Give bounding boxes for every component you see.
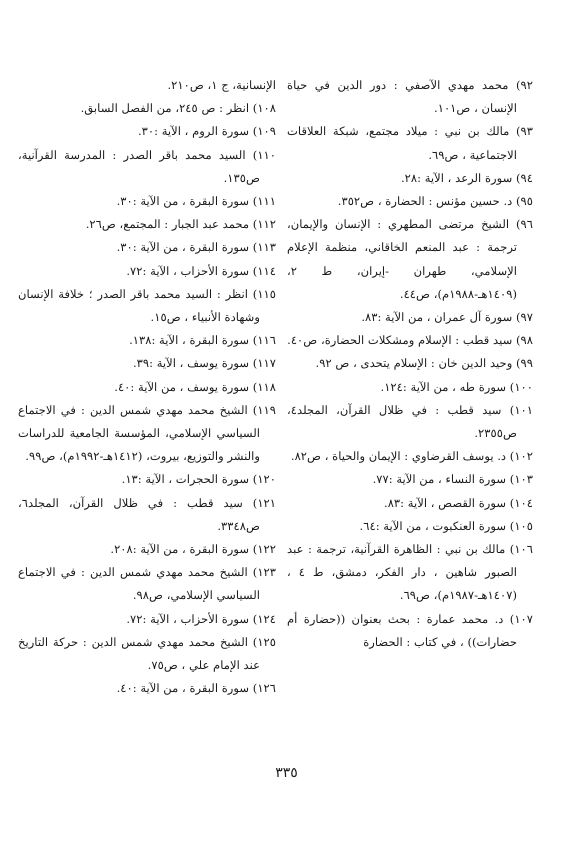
footnote-102: ١٠٢) د. يوسف القرضاوي : الإيمان والحياة ، ص٨٢. bbox=[290, 449, 533, 464]
footnote-101: ١٠١) سيد قطب : في ظلال القرآن، المجلد٤، ص٢٣٥٥. bbox=[287, 402, 533, 441]
right-notes-column bbox=[287, 74, 533, 654]
footnote-118: ١١٨) سورة يوسف ، من الآية :٤٠. bbox=[114, 379, 276, 394]
footnote-108: ١٠٨) انظر : ص ٢٤٥، من الفصل السابق. bbox=[80, 101, 276, 116]
footnote-117: ١١٧) سورة يوسف ، الآية :٣٩. bbox=[132, 356, 276, 371]
footnote-116: ١١٦) سورة البقرة ، الآية :١٣٨. bbox=[129, 333, 276, 348]
footnote-107-continued: الإنسانية، ج ١، ص٢١٠. bbox=[167, 78, 276, 92]
footnote-126: ١٢٦) سورة البقرة ، من الآية :٤٠. bbox=[116, 681, 276, 696]
footnote-115: ١١٥) انظر : السيد محمد باقر الصدر ؛ خلافة الإنسان وشهادة الأنبياء ، ص١٥. bbox=[18, 286, 276, 325]
footnote-120: ١٢٠) سورة الحجرات ، الآية :١٣. bbox=[121, 472, 276, 487]
footnote-98: ٩٨) سيد قطب : الإسلام ومشكلات الحضارة، ص٤٠. bbox=[287, 333, 533, 348]
footnote-105: ١٠٥) سورة العنكبوت ، من الآية :٦٤. bbox=[359, 518, 533, 533]
footnote-107: ١٠٧) د. محمد عمارة : بحث بعنوان ((حضارة أم حضارات)) ، في كتاب : الحضارة bbox=[287, 611, 533, 649]
footnote-124: ١٢٤) سورة الأحزاب ، الآية :٧٢. bbox=[126, 611, 276, 626]
footnote-121: ١٢١) سيد قطب : في ظلال القرآن، المجلد٦، ص٣٣٤٨. bbox=[18, 495, 276, 533]
footnote-104: ١٠٤) سورة القصص ، الآية :٨٣. bbox=[384, 495, 533, 510]
footnote-122: ١٢٢) سورة البقرة ، من الآية :٢٠٨. bbox=[110, 542, 276, 557]
footnote-95: ٩٥) د. حسين مؤنس : الحضارة ، ص٣٥٢. bbox=[337, 194, 533, 209]
footnote-125: ١٢٥) الشيخ محمد مهدي شمس الدين : حركة التاريخ عند الإمام علي ، ص٧٥. bbox=[18, 634, 276, 673]
left-notes-column bbox=[18, 74, 276, 700]
footnote-96: ٩٦) الشيخ مرتضى المطهري : الإنسان والإيمان، ترجمة : عبد المنعم الخاقاني، منظمة الإعلام الإسلامي، طهران -إيران، ط ٢، (١٤٠٩هـ-١٩٨٨م)، ص٤٤. bbox=[287, 217, 533, 301]
footnote-93: ٩٣) مالك بن نبي : ميلاد مجتمع، شبكة العلاقات الاجتماعية ، ص٦٩. bbox=[287, 124, 533, 162]
footnote-103: ١٠٣) سورة النساء ، من الآية :٧٧. bbox=[372, 472, 533, 487]
footnote-123: ١٢٣) الشيخ محمد مهدي شمس الدين : في الاجتماع السياسي الإسلامي، ص٩٨. bbox=[18, 565, 276, 603]
page-number: ٣٣٥ bbox=[275, 765, 298, 781]
footnote-106: ١٠٦) مالك بن نبي : الظاهرة القرآنية، ترجمة : عبد الصبور شاهين ، دار الفكر، دمشق، ط ٤ ، (١٤٠٧هـ-١٩٨٧م)، ص٦٩. bbox=[287, 542, 533, 603]
footnote-97: ٩٧) سورة آل عمران ، من الآية :٨٣. bbox=[361, 310, 533, 325]
footnote-110: ١١٠) السيد محمد باقر الصدر : المدرسة القرآنية، ص١٣٥. bbox=[18, 147, 276, 185]
footnote-111: ١١١) سورة البقرة ، من الآية :٣٠. bbox=[116, 194, 276, 209]
footnote-94: ٩٤) سورة الرعد ، الآية :٢٨. bbox=[400, 170, 533, 185]
footnote-114: ١١٤) سورة الأحزاب ، الآية :٧٢. bbox=[126, 263, 276, 278]
footnote-109: ١٠٩) سورة الروم ، الآية :٣٠. bbox=[137, 124, 276, 139]
footnote-113: ١١٣) سورة البقرة ، من الآية :٣٠. bbox=[116, 240, 276, 255]
footnote-119: ١١٩) الشيخ محمد مهدي شمس الدين : في الاجتماع السياسي الإسلامي، المؤسسة الجامعية للدراسات والنشر والتوزيع، بيروت، (١٤١٢هـ-١٩٩٢م)، ص٩٩. bbox=[18, 402, 276, 464]
footnote-100: ١٠٠) سورة طه ، من الآية :١٢٤. bbox=[380, 379, 533, 394]
footnote-99: ٩٩) وحيد الدين خان : الإسلام يتحدى ، ص ٩٢. bbox=[315, 356, 533, 371]
footnote-112: ١١٢) محمد عبد الجبار : المجتمع، ص٢٦. bbox=[85, 217, 276, 232]
footnote-92: ٩٢) محمد مهدي الآصفي : دور الدين في حياة الإنسان ، ص١٠١. bbox=[287, 78, 533, 116]
